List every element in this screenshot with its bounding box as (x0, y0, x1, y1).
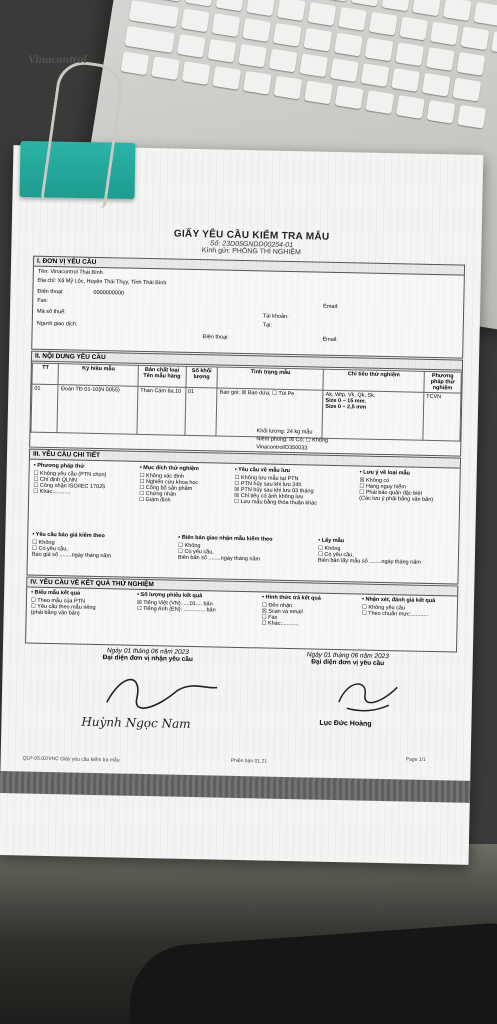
sample-weight: Khối lượng: 24 kg mẫu (256, 428, 313, 436)
checkbox-option[interactable]: ☐ Không xác định (139, 472, 185, 480)
checkbox-option[interactable]: ☒ Tiếng Việt (VN): ....01.... bản (136, 599, 213, 608)
section-title: III. YÊU CẦU CHI TIẾT (30, 450, 460, 469)
company-logo: Vinacontrol (28, 52, 87, 66)
table-header: Chỉ tiêu thử nghiệm (323, 369, 424, 392)
table-header: TT (32, 363, 59, 385)
group-heading: • Hình thức trả kết quả (262, 594, 321, 602)
key (243, 71, 272, 95)
key (330, 58, 359, 82)
checkbox-option[interactable]: ☒ Không có (359, 477, 390, 485)
key (427, 100, 456, 124)
key (181, 8, 210, 32)
key (391, 68, 420, 92)
key (274, 76, 303, 100)
group-heading: • Nhận xét, đánh giá kết quả (361, 596, 436, 605)
table-header: Số khối lượng (186, 366, 218, 388)
key (307, 2, 336, 26)
key (335, 85, 364, 109)
key (351, 0, 380, 7)
checkbox-option[interactable]: ☐ Có yêu cầu, (31, 545, 68, 553)
key (304, 81, 333, 105)
cell-method: TCVN (423, 392, 461, 441)
paper-document (0, 145, 483, 865)
footer-version: Phiên bản 01.21 (230, 757, 268, 765)
note-text: (phải bằng văn bản) (30, 609, 80, 617)
quote-request-group (32, 532, 112, 560)
key (365, 37, 394, 61)
contact-phone-label: Điện thoại: (202, 334, 229, 341)
key (491, 31, 497, 55)
signature-date: Ngày 01 tháng 06 năm 2023 (106, 647, 189, 656)
sample-notes-group (359, 469, 434, 503)
footer-page: Page 1/1 (405, 756, 426, 763)
table-header: Phương pháp thử nghiệm (424, 371, 462, 393)
key (299, 53, 328, 77)
key (242, 18, 271, 42)
tests-list: Ak, Wtp, Vk, Qk, Sk, (325, 391, 376, 399)
checkbox-option[interactable]: ☐ Không yêu cầu (361, 604, 406, 612)
signature-date: Ngày 01 tháng 06 năm 2023 (306, 651, 389, 661)
result-evaluation-group (362, 597, 436, 619)
signature-role: Đại diện đơn vị yêu cầu (311, 658, 385, 668)
checkbox-option[interactable]: ☐ Không (32, 539, 55, 547)
key (212, 66, 241, 90)
contact-email-label: Email: (322, 336, 338, 343)
group-heading: • Phương pháp thử (33, 462, 85, 470)
checkbox-option[interactable]: ☒ Scan và email (261, 608, 303, 616)
group-heading: • Lưu ý về loại mẫu (359, 469, 410, 477)
group-heading: • Mục đích thử nghiệm (139, 464, 199, 473)
checkbox-option[interactable]: ☐ Đến nhận (261, 602, 293, 610)
cell-tt: 01 (31, 384, 58, 433)
checkbox-option[interactable]: ☐ Hàng nguy hiểm (359, 483, 406, 491)
key (457, 105, 486, 129)
scan-artifact-band (0, 771, 470, 803)
request-table (30, 363, 461, 442)
key (396, 95, 425, 119)
document-recipient: Kính gửi: PHÒNG THÍ NGHIỆM (201, 247, 301, 257)
key (238, 44, 267, 68)
checkbox-option[interactable]: ☐ Khác:........... (33, 488, 71, 496)
checkbox-option[interactable]: ☐ Không lưu mẫu tại PTN (234, 474, 299, 483)
requester-signature-mark (327, 672, 408, 719)
key (369, 12, 398, 36)
checkbox-option[interactable]: ☐ Nghiên cứu khoa học (139, 478, 199, 487)
fill-line: Biên bản số ........ngày tháng năm (177, 554, 261, 563)
company-name: Tên: Vinacontrol Thái Bình (37, 268, 103, 277)
key (303, 28, 332, 52)
checkbox-option[interactable]: ☐ Khác:........... (261, 620, 299, 628)
contact-label: Người giao dịch: (36, 320, 78, 328)
checkbox-option[interactable]: ☐ Yêu cầu theo mẫu riêng (30, 603, 96, 611)
result-delivery-group (261, 594, 320, 627)
group-heading: • Biên bản giao nhận mẫu kiểm theo (178, 534, 273, 543)
checkbox-option[interactable]: ☐ Theo mẫu của PTN (30, 597, 86, 605)
cell-qty: 01 (185, 387, 218, 436)
key (246, 0, 275, 16)
checkbox-option[interactable]: ☐ Không yêu cầu (PTN chọn) (33, 470, 107, 479)
key (395, 42, 424, 66)
checkbox-option[interactable]: ☐ Fax (261, 614, 278, 621)
email-label: Email: (323, 303, 339, 310)
cell-tests (322, 390, 424, 440)
table-row (31, 384, 461, 441)
receiver-signature-block (73, 647, 223, 664)
company-address: Địa chỉ: Xã Mỹ Lộc, Huyện Thái Thụy, Tỉnh Thái Bình (37, 277, 167, 287)
group-heading: • Biểu mẫu kết quả (31, 589, 81, 597)
phone-value: 0000000000 (93, 289, 125, 297)
section-requester (31, 256, 465, 359)
test-purpose-group (139, 465, 199, 504)
key (422, 73, 451, 97)
section-title: IV. YÊU CẦU VỀ KẾT QUẢ THỬ NGHIỆM (27, 578, 457, 597)
checkbox-option[interactable]: ☐ Lưu mẫu bằng thỏa thuận khác (234, 498, 318, 507)
checkbox-option[interactable]: ☐ Có yêu cầu, (177, 548, 214, 556)
fax-label: Fax: (37, 297, 48, 304)
sample-retention-group (234, 467, 318, 507)
fill-line: Báo giá số ........ngày tháng năm (31, 551, 112, 560)
group-heading: • Số lượng phiếu kết quả (137, 591, 203, 600)
checkbox-option[interactable]: ☐ Chứng nhận (139, 490, 177, 498)
size-range-1: Size 0 – 15 mm. (325, 397, 367, 405)
key (273, 23, 302, 47)
key (151, 56, 180, 80)
checkbox-option[interactable]: ☒ Chỉ tiêu có ảnh không lưu (234, 492, 304, 501)
requester-name: Lục Đức Hoàng (319, 719, 372, 728)
key (412, 0, 441, 16)
key (382, 0, 411, 11)
key (430, 22, 459, 46)
section-content (29, 351, 463, 457)
phone-label: Điện thoại: (37, 288, 64, 296)
test-method-group (33, 463, 106, 497)
group-heading: • Yêu cầu báo giá kiểm theo (32, 531, 105, 540)
key (120, 51, 149, 75)
at-label: Tại: (262, 322, 272, 329)
tax-label: Mã số thuế: (36, 308, 66, 316)
key (125, 26, 176, 53)
key (457, 52, 486, 76)
key (361, 63, 390, 87)
sample-seal-status: Niêm phong: ☒ Có; ☐ Không (256, 436, 329, 444)
section-details (26, 449, 461, 585)
table-header: Ký hiệu mẫu (58, 364, 138, 387)
key (365, 90, 394, 114)
section-results (25, 577, 458, 653)
requester-signature-block (268, 651, 428, 668)
key (277, 0, 306, 21)
key (399, 17, 428, 41)
key (216, 0, 245, 11)
handover-report-group (178, 535, 273, 563)
checkbox-option[interactable]: ☐ Tiếng Anh (EN): .............. bản (136, 605, 216, 614)
checkbox-option[interactable]: ☐ Chỉ định QLNN (33, 476, 77, 484)
key (320, 0, 349, 2)
checkbox-option[interactable]: ☐ Có yêu cầu, (317, 551, 354, 559)
checkbox-option[interactable]: ☐ Không (178, 542, 201, 550)
checkbox-option[interactable]: ☒ PTN hủy sau khi lưu 03 tháng (234, 486, 314, 495)
key (129, 0, 180, 27)
checkbox-option[interactable]: ☐ PTN hủy sau khi lưu 24h (234, 480, 302, 489)
account-label: Tài khoản: (262, 313, 289, 320)
size-range-2: Size 0 – 2,5 mm (325, 403, 367, 411)
checkbox-option[interactable]: ☐ Theo chuẩn mực:........... (361, 610, 429, 618)
key (185, 0, 214, 7)
key (212, 13, 241, 37)
checkbox-option[interactable]: ☐ Công bố sản phẩm (139, 484, 193, 492)
sampling-group (318, 538, 422, 566)
checkbox-option[interactable]: ☐ Phải bảo quản đặc biệt (359, 489, 423, 497)
section-title: II. NỘI DUNG YÊU CẦU (32, 352, 462, 371)
key (334, 33, 363, 57)
key (338, 7, 367, 31)
cell-code: Đoàn TĐ 01-10(N 0055) (57, 385, 137, 435)
table-header: Tình trạng mẫu (217, 367, 323, 390)
key (426, 47, 455, 71)
fill-line: Biên bản lấy mẫu số ........ngày tháng năm (317, 557, 421, 566)
note-text: (Các lưu ý phải bằng văn bản) (359, 495, 434, 504)
key (182, 61, 211, 85)
result-copies-group (137, 592, 216, 614)
document-title: GIẤY YÊU CẦU KIỂM TRA MẪU (173, 228, 330, 243)
group-heading: • Lấy mẫu (318, 537, 345, 545)
section-title: I. ĐƠN VỊ YÊU CẦU (34, 257, 464, 276)
key (207, 39, 236, 63)
key (177, 34, 206, 58)
receiver-handwritten-name: Huỳnh Ngọc Nam (81, 714, 191, 731)
cell-status: Bao gói: ☒ Bao dứa; ☐ Túi Pe (216, 388, 323, 438)
document-header (151, 228, 351, 257)
document-number: Số: 23D05GNDD00254-01 (209, 240, 294, 250)
result-form-group (31, 590, 96, 617)
cell-name: Than Cám 6a.10 (137, 386, 186, 435)
key (474, 2, 497, 26)
key (452, 78, 481, 102)
checkbox-option[interactable]: ☐ Giám định (139, 496, 171, 504)
key (443, 0, 472, 21)
checkbox-option[interactable]: ☐ Không (318, 545, 341, 553)
signature-role: Đại diện đơn vị nhận yêu cầu (102, 654, 193, 664)
group-heading: • Yêu cầu về mẫu lưu (234, 466, 291, 475)
key (269, 49, 298, 73)
key (461, 26, 490, 50)
table-header: Bản chất loại Tên mẫu hàng (138, 365, 186, 387)
checkbox-option[interactable]: ☐ Công nhận ISO/IEC 17025 (33, 482, 106, 491)
footer-form-code: QLP-05.02/VNC Giấy yêu cầu kiểm tra mẫu (22, 755, 120, 764)
seal-number: Vinacontrol/D350033 (256, 444, 308, 452)
